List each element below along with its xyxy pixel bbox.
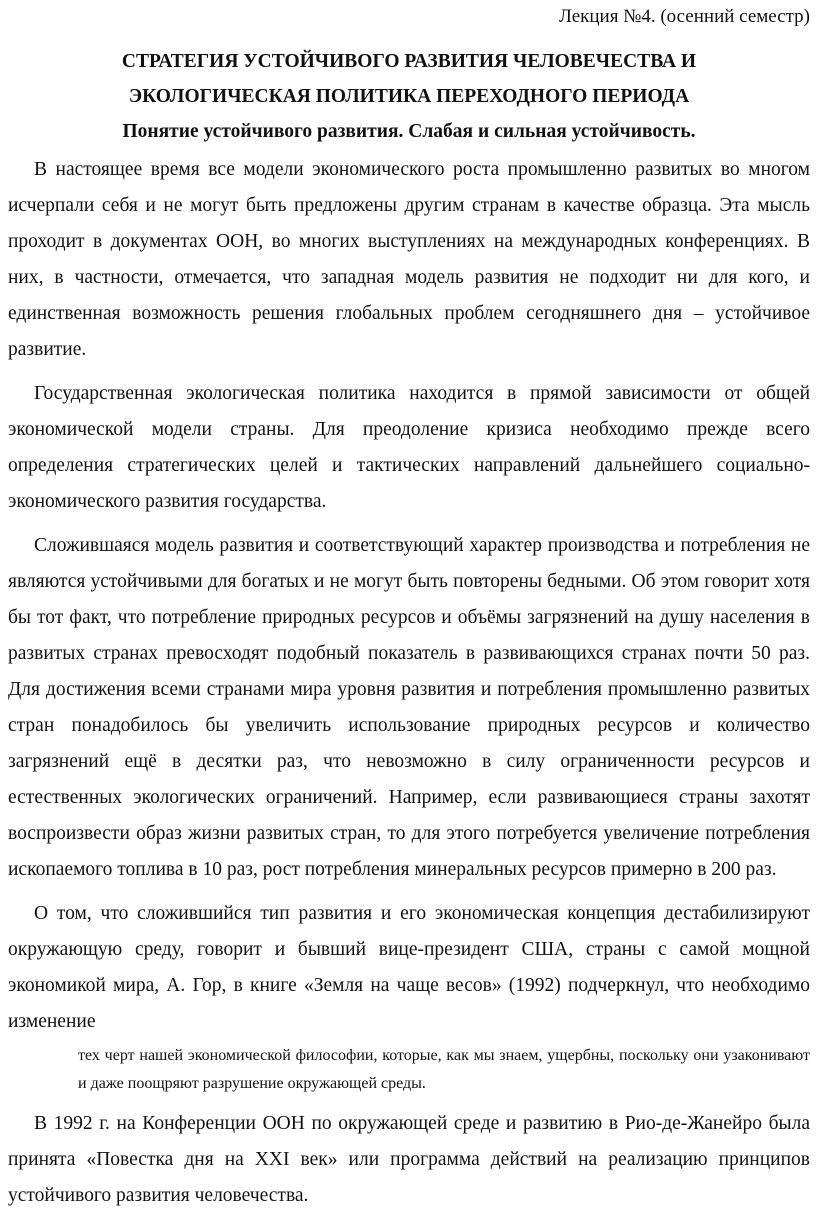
lecture-header: Лекция №4. (осенний семестр) xyxy=(558,6,810,27)
paragraph-2: Государственная экологическая политика находится в прямой зависимости от общей экономической модели страны. Для преодоление кризиса необходимо прежде всего определения стратегических целей и тактических направлений дальнейшего социально-экономического развития государства. xyxy=(8,383,810,512)
title-line-1: СТРАТЕГИЯ УСТОЙЧИВОГО РАЗВИТИЯ ЧЕЛОВЕЧЕСТВА И xyxy=(121,51,697,72)
section-subtitle: Понятие устойчивого развития. Слабая и сильная устойчивость. xyxy=(122,121,696,142)
block-quote: тех черт нашей экономической философии, которые, как мы знаем, ущербны, поскольку они узаконивают и даже поощряют разрушение окружающей среды. xyxy=(78,1047,810,1092)
closing-paragraph: В 1992 г. на Конференции ООН по окружающей среде и развитию в Рио-де-Жанейро была принята «Повестка дня на XXI век» или программа действий на реализацию принципов устойчивого развития человечества. xyxy=(8,1113,810,1206)
paragraph-1: В настоящее время все модели экономического роста промышленно развитых во многом исчерпали себя и не могут быть предложены другим странам в качестве образца. Эта мысль проходит в документах ООН, во многих выступлениях на международных конференциях. В них, в частности, отмечается, что западная модель развития не подходит ни для кого, и единственная возможность решения глобальных проблем сегодняшнего дня – устойчивое развитие. xyxy=(8,159,810,360)
paragraph-3: Сложившаяся модель развития и соответствующий характер производства и потребления не являются устойчивыми для богатых и не могут быть повторены бедными. Об этом говорит хотя бы тот факт, что потребление природных ресурсов и объёмы загрязнений на душу населения в развитых странах превосходят подобный показатель в развивающихся странах почти 50 раз. Для достижения всеми странами мира уровня развития и потребления промышленно развитых стран понадобилось бы увеличить использование природных ресурсов и количество загрязнений ещё в десятки раз, что невозможно в силу ограниченности ресурсов и естественных экологических ограничений. Например, если развивающиеся страны захотят воспроизвести образ жизни развитых стран, то для этого потребуется увеличение потребления ископаемого топлива в 10 раз, рост потребления минеральных ресурсов примерно в 200 раз. xyxy=(8,535,810,880)
title-line-2: ЭКОЛОГИЧЕСКАЯ ПОЛИТИКА ПЕРЕХОДНОГО ПЕРИОДА xyxy=(128,86,690,107)
paragraph-4: О том, что сложившийся тип развития и его экономическая концепция дестабилизируют окружающую среду, говорит и бывший вице-президент США, страны с самой мощной экономикой мира, А. Гор, в книге «Земля на чаще весов» (1992) подчеркнул, что необходимо изменение xyxy=(8,903,810,1032)
document-title xyxy=(8,44,810,114)
